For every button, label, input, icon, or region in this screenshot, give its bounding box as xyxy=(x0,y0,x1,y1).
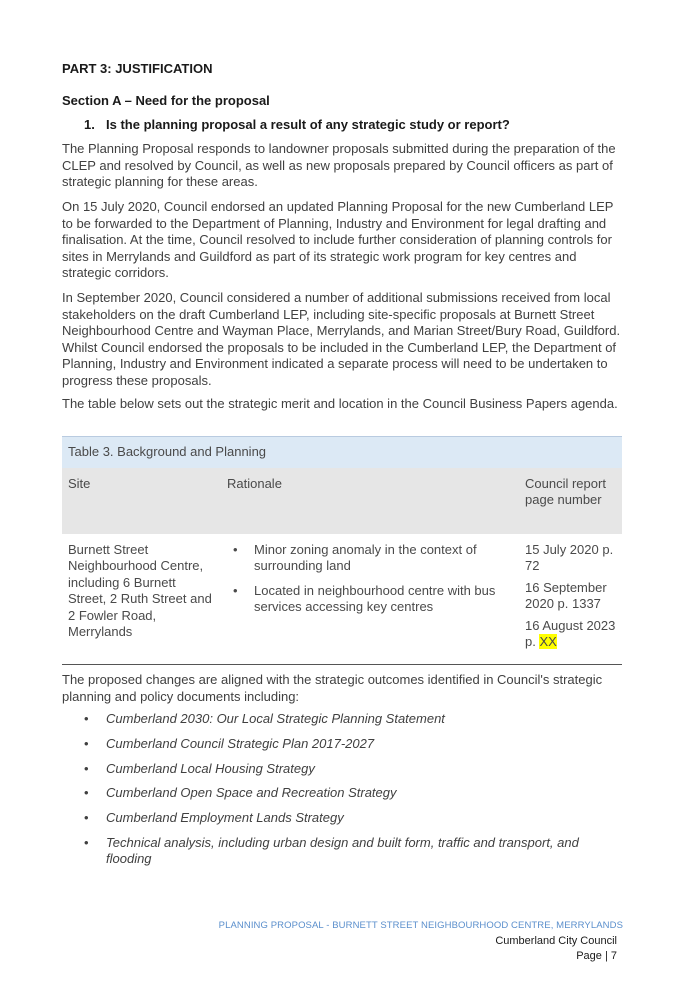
list-item: • Cumberland 2030: Our Local Strategic Planning Statement xyxy=(80,711,625,728)
question-number: 1. xyxy=(84,117,95,132)
table-caption: Table 3. Background and Planning xyxy=(62,437,622,468)
header-report: Council report page number xyxy=(519,468,622,534)
question-text: Is the planning proposal a result of any strategic study or report? xyxy=(106,117,510,132)
report-ref xyxy=(525,618,616,651)
part-heading: PART 3: JUSTIFICATION xyxy=(62,61,213,76)
outcomes-intro: The proposed changes are aligned with the strategic outcomes identified in Council's strategic planning and policy documents including: xyxy=(62,672,603,704)
outcomes-list xyxy=(80,711,625,876)
cell-site: Burnett Street Neighbourhood Centre, including 6 Burnett Street, 2 Ruth Street and 2 Fowler Road, Merrylands xyxy=(62,534,221,665)
report-ref-prefix: 16 August 2023 p. xyxy=(525,617,616,649)
rationale-item: • Located in neighbourhood centre with bus services accessing key centres xyxy=(227,583,513,616)
table-header-row xyxy=(62,468,622,534)
list-item: • Cumberland Open Space and Recreation Strategy xyxy=(80,785,625,802)
report-ref: 15 July 2020 p. 72 xyxy=(525,541,614,573)
paragraph: The table below sets out the strategic merit and location in the Council Business Papers agenda. xyxy=(62,396,618,411)
report-ref: 16 September 2020 p. 1337 xyxy=(525,579,607,611)
list-item: • Cumberland Council Strategic Plan 2017-2027 xyxy=(80,736,625,753)
highlighted-placeholder: XX xyxy=(539,634,557,649)
list-item: • Cumberland Employment Lands Strategy xyxy=(80,810,625,827)
background-planning-table xyxy=(62,436,622,665)
paragraph: In September 2020, Council considered a number of additional submissions received from local stakeholders on the draft Cumberland LEP, including site-specific proposals at Burnett Street Neighbourhood Centre and Wayman Place, Merrylands, and Marian Street/Bury Road, Guildford. Whilst Council endorsed the proposals to be included in the Cumberland LEP, the Department of Planning, Industry and Environment indicated a separate process will need to be undertaken to progress these proposals. xyxy=(62,290,621,388)
cell-report-refs xyxy=(519,534,622,665)
rationale-item: • Minor zoning anomaly in the context of surrounding land xyxy=(227,542,513,575)
header-site: Site xyxy=(62,468,221,534)
footer-organisation: Cumberland City Council xyxy=(495,935,617,947)
footer-page-number: Page | 7 xyxy=(576,950,617,962)
question-heading xyxy=(84,117,510,132)
footer-document-title: PLANNING PROPOSAL - BURNETT STREET NEIGHBOURHOOD CENTRE, MERRYLANDS xyxy=(218,920,623,931)
paragraph: On 15 July 2020, Council endorsed an updated Planning Proposal for the new Cumberland LEP to be forwarded to the Department of Planning, Industry and Environment for legal drafting and finalisation. At the time, Council resolved to include further consideration of planning controls for sites in Merrylands and Guildford as part of its strategic work program for key centres and strategic corridors. xyxy=(62,199,614,280)
header-rationale: Rationale xyxy=(221,468,519,534)
rationale-list xyxy=(227,542,513,616)
table-row xyxy=(62,534,622,665)
paragraph: The Planning Proposal responds to landowner proposals submitted during the preparation of the CLEP and resolved by Council, as well as new proposals prepared by Council officers as part of strategic planning for these areas. xyxy=(62,141,616,189)
list-item: • Technical analysis, including urban design and built form, traffic and transport, and flooding xyxy=(80,835,625,868)
list-item: • Cumberland Local Housing Strategy xyxy=(80,761,625,778)
cell-rationale xyxy=(221,534,519,665)
section-heading: Section A – Need for the proposal xyxy=(62,93,270,108)
table-caption-row xyxy=(62,437,622,468)
